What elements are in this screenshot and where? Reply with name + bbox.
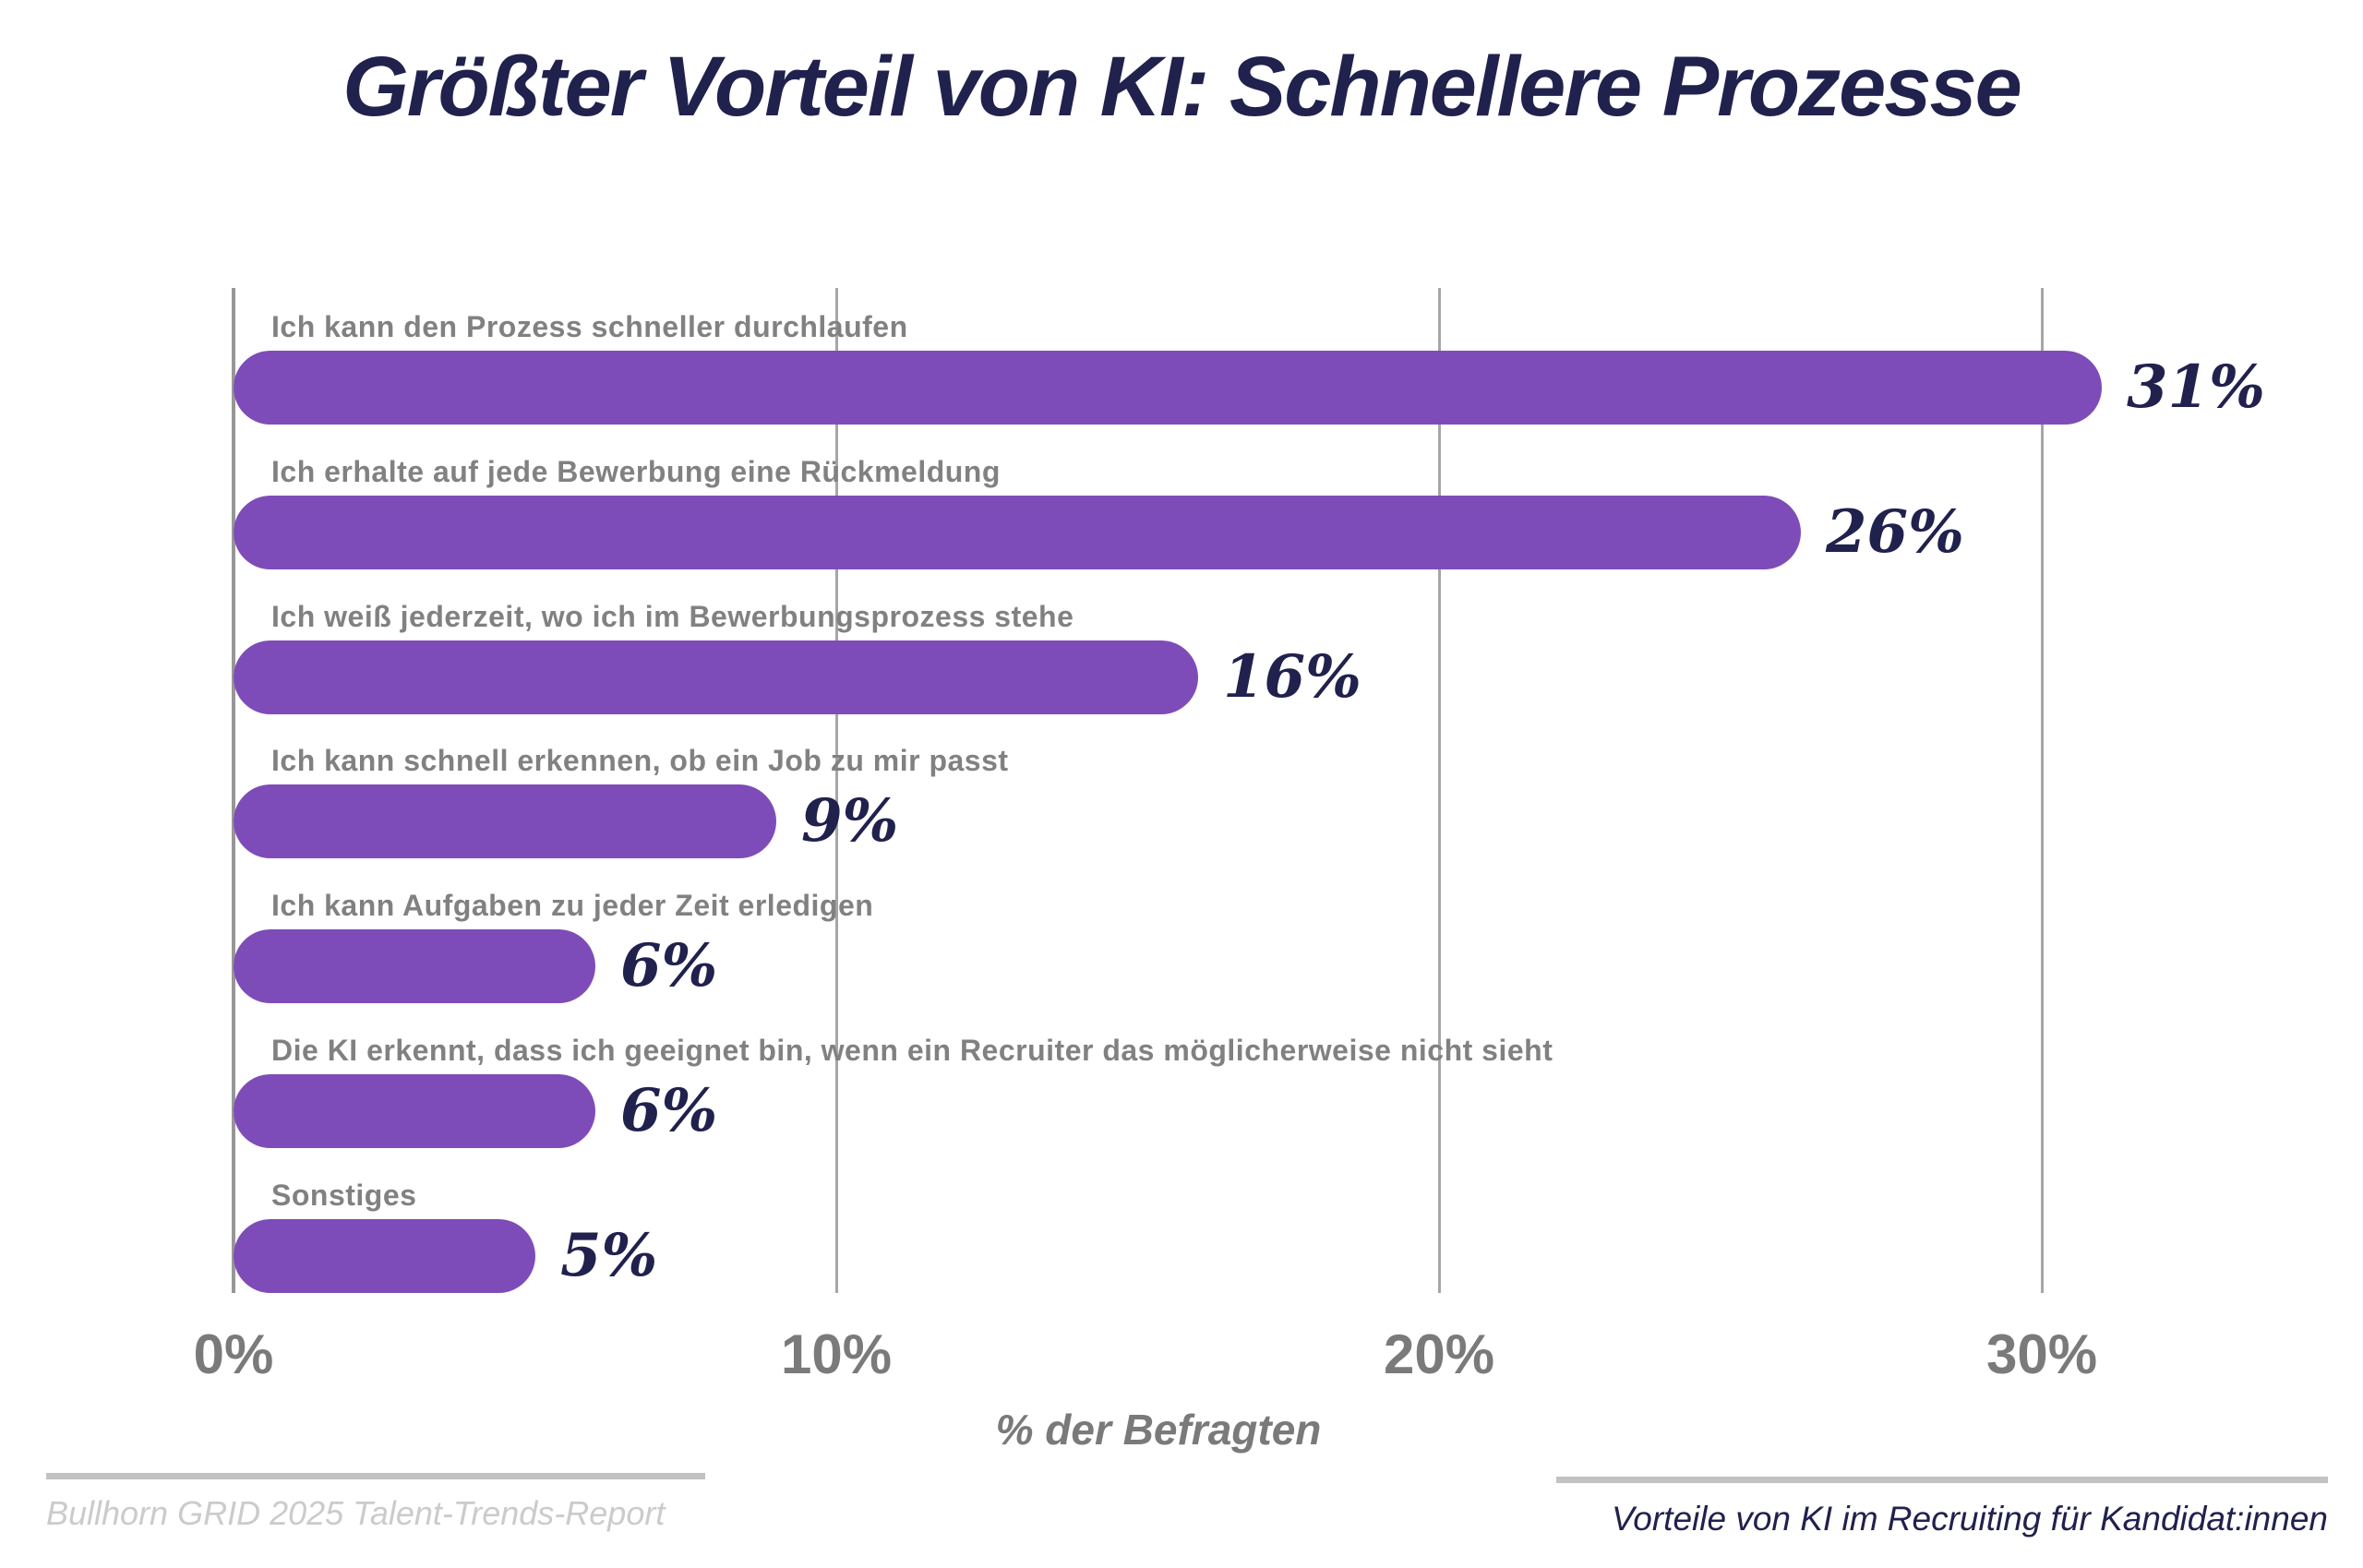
bars-layer xyxy=(0,288,2363,1301)
bar-row xyxy=(0,433,2363,578)
category-label: Ich kann schnell erkennen, ob ein Job zu mir passt xyxy=(271,744,1009,778)
caption-text: Vorteile von KI im Recruiting für Kandidat:innen xyxy=(1611,1500,2328,1538)
value-label: 9% xyxy=(801,786,899,856)
bar-track xyxy=(234,784,898,858)
bar-track xyxy=(234,1074,717,1148)
category-label: Ich kann den Prozess schneller durchlaufen xyxy=(271,310,908,343)
bar-track xyxy=(234,640,1361,714)
footer-caption xyxy=(1556,1477,2328,1538)
source-divider-line xyxy=(46,1473,705,1479)
footer-source xyxy=(46,1473,705,1533)
bar xyxy=(234,1074,595,1148)
chart-title: Größter Vorteil von KI: Schnellere Prozesse xyxy=(342,40,2021,134)
category-label: Ich kann Aufgaben zu jeder Zeit erledigen xyxy=(271,889,874,923)
category-label: Ich weiß jederzeit, wo ich im Bewerbungsprozess stehe xyxy=(271,599,1074,633)
bar-row xyxy=(0,1156,2363,1301)
x-tick-label: 20% xyxy=(1383,1323,1495,1385)
bar xyxy=(234,784,776,858)
bar xyxy=(234,351,2102,425)
caption-divider-line xyxy=(1556,1477,2328,1483)
x-tick-label: 0% xyxy=(193,1323,274,1385)
bar-track xyxy=(234,1219,657,1293)
bar-track xyxy=(234,351,2265,425)
bar xyxy=(234,640,1198,714)
source-text: Bullhorn GRID 2025 Talent-Trends-Report xyxy=(46,1494,666,1532)
value-label: 6% xyxy=(620,1075,718,1145)
bar xyxy=(234,929,595,1003)
bar-row xyxy=(0,288,2363,433)
bar xyxy=(234,1219,535,1293)
bar-row xyxy=(0,867,2363,1011)
category-label: Sonstiges xyxy=(271,1178,417,1212)
bar-row xyxy=(0,578,2363,723)
value-label: 5% xyxy=(560,1220,658,1290)
bar xyxy=(234,496,1801,569)
value-label: 26% xyxy=(1826,497,1964,567)
bar-row xyxy=(0,722,2363,867)
x-tick-label: 10% xyxy=(780,1323,893,1385)
value-label: 16% xyxy=(1223,641,1361,712)
category-label: Die KI erkennt, dass ich geeignet bin, wenn ein Recruiter das möglicherweise nicht sieht xyxy=(271,1033,1553,1067)
value-label: 6% xyxy=(620,931,718,1001)
bar-track xyxy=(234,496,1964,569)
x-tick-label: 30% xyxy=(1985,1323,2098,1385)
value-label: 31% xyxy=(2127,353,2265,422)
bar-track xyxy=(234,929,717,1003)
x-axis-title: % der Befragten xyxy=(995,1406,1322,1454)
category-label: Ich erhalte auf jede Bewerbung eine Rückmeldung xyxy=(271,454,1001,488)
bar-row xyxy=(0,1011,2363,1156)
